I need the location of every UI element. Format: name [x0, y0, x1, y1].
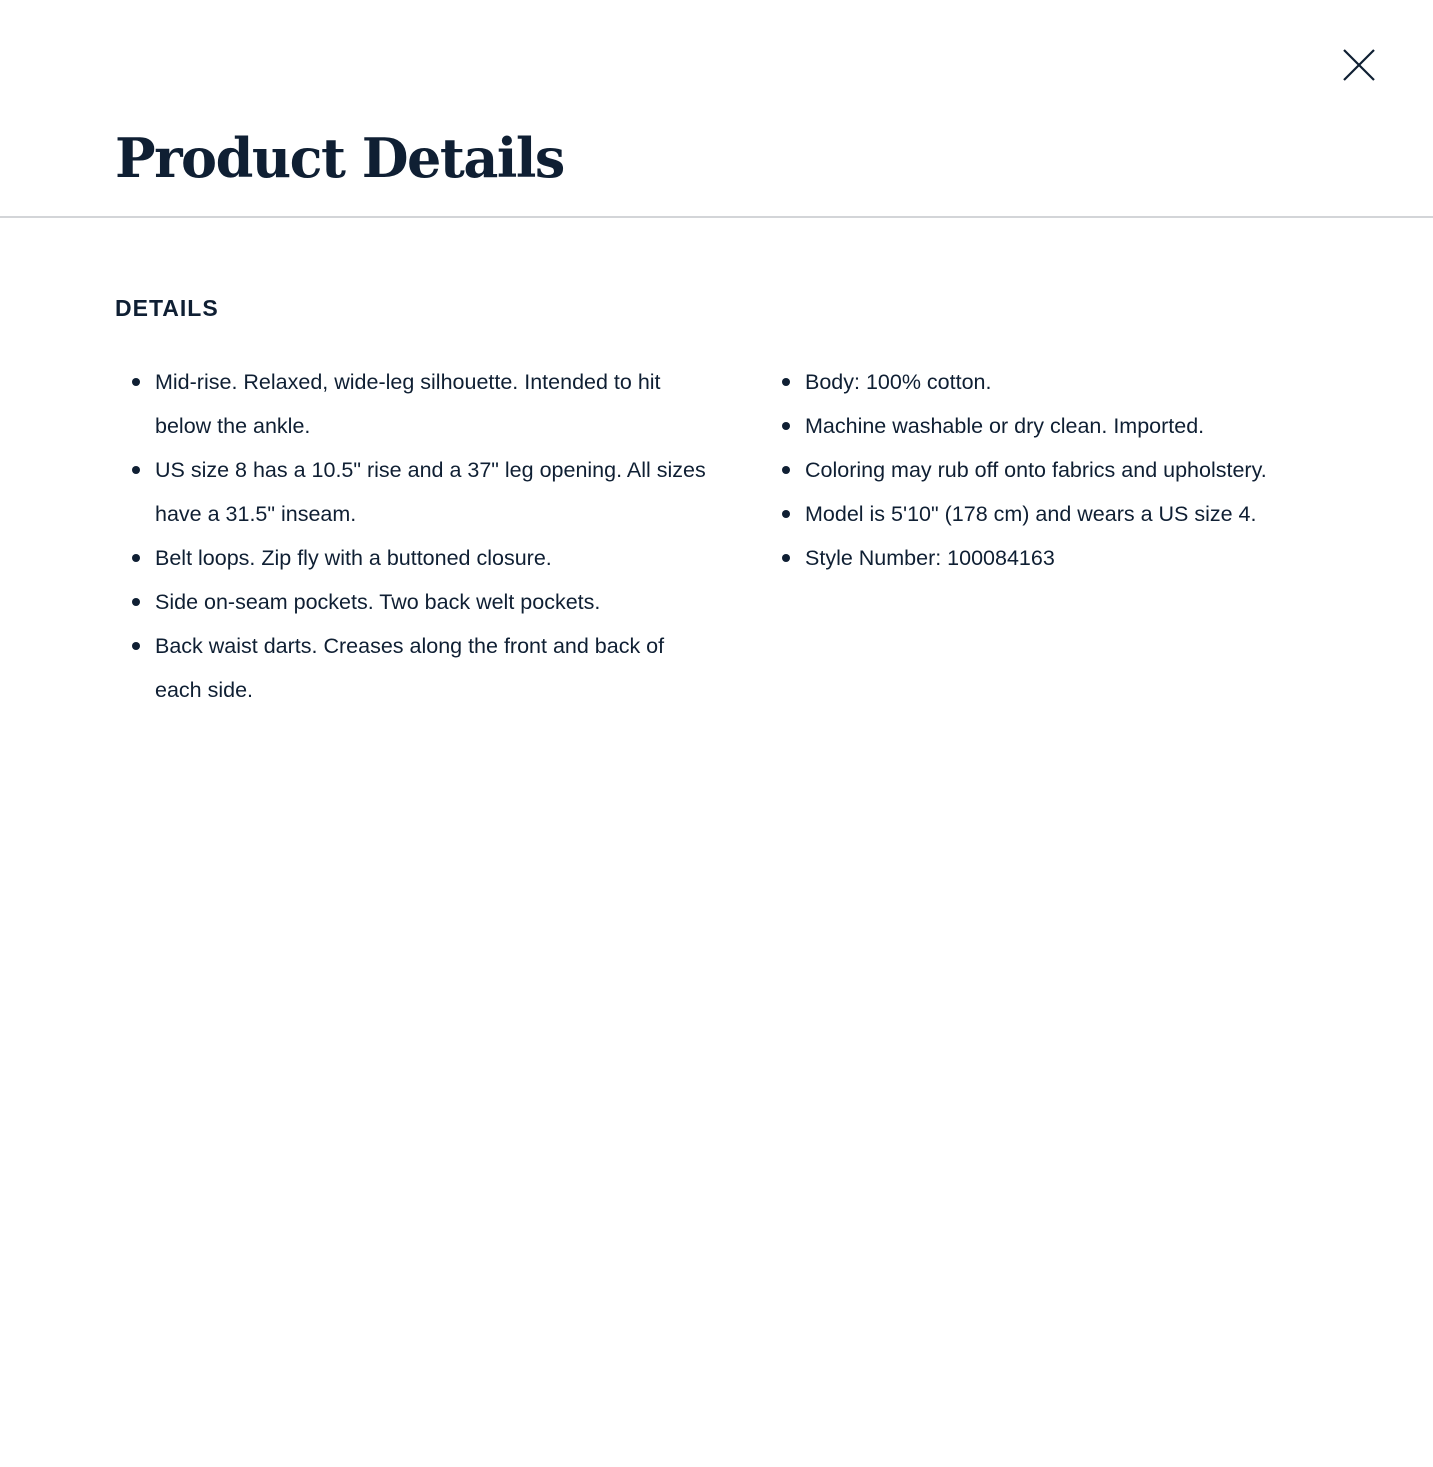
bullet — [782, 466, 790, 474]
header-divider — [0, 216, 1433, 218]
list-item — [155, 580, 715, 624]
list-item — [805, 536, 1345, 580]
bullet — [782, 378, 790, 386]
bullet — [782, 422, 790, 430]
list-item-text: Style Number: 100084163 — [805, 546, 1055, 570]
bullet — [782, 554, 790, 562]
bullet — [132, 554, 140, 562]
list-item — [155, 624, 715, 712]
list-item — [805, 360, 1345, 404]
bullet — [132, 378, 140, 386]
list-item — [155, 360, 715, 448]
list-item-text: Body: 100% cotton. — [805, 370, 992, 394]
page-title: Product Details — [115, 126, 564, 190]
close-button[interactable] — [1336, 42, 1382, 88]
list-item-text: Side on-seam pockets. Two back welt pockets. — [155, 590, 601, 614]
list-item-text: Model is 5'10" (178 cm) and wears a US size 4. — [805, 502, 1257, 526]
bullet — [132, 466, 140, 474]
list-item-text: US size 8 has a 10.5" rise and a 37" leg opening. All sizes have a 31.5" inseam. — [155, 458, 706, 526]
list-item — [155, 448, 715, 536]
list-item — [805, 448, 1345, 492]
list-item — [805, 404, 1345, 448]
details-heading: DETAILS — [115, 295, 219, 321]
bullet — [132, 598, 140, 606]
details-list-left — [155, 360, 715, 712]
list-item-text: Machine washable or dry clean. Imported. — [805, 414, 1205, 438]
bullet — [782, 510, 790, 518]
list-item-text: Belt loops. Zip fly with a buttoned closure. — [155, 546, 552, 570]
list-item-text: Mid-rise. Relaxed, wide-leg silhouette. Intended to hit below the ankle. — [155, 370, 661, 438]
list-item — [155, 536, 715, 580]
close-icon — [1341, 47, 1377, 83]
bullet — [132, 642, 140, 650]
list-item — [805, 492, 1345, 536]
list-item-text: Back waist darts. Creases along the front and back of each side. — [155, 634, 665, 702]
list-item-text: Coloring may rub off onto fabrics and upholstery. — [805, 458, 1267, 482]
details-list-right — [805, 360, 1345, 580]
